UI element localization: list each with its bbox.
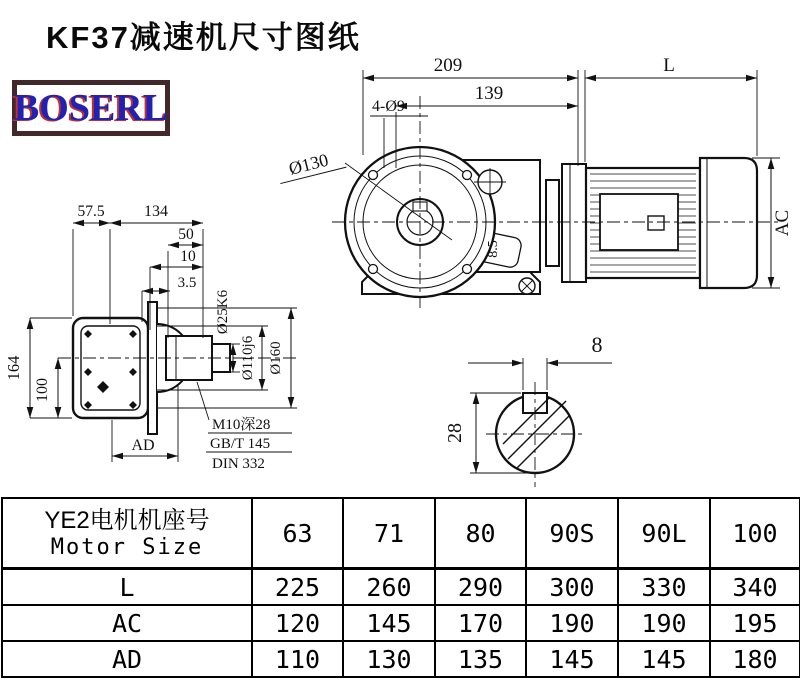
table-cell: 195 [710,605,800,641]
key-height-label: 28 [444,423,466,443]
bolt-holes-label: 4-Ø9 [372,98,405,115]
table-cell: 225 [252,569,343,606]
column-header: 100 [710,498,800,569]
table-cell: 260 [343,569,435,606]
side-view [4,203,300,472]
table-cell: 180 [710,641,800,677]
dim-shoulder-label: 10 [180,248,196,265]
fan-cover [700,158,757,288]
dim-front-label: 57.5 [77,203,105,220]
bolt-hole [369,171,378,180]
dim-motor-length-label: L [663,55,675,76]
dim-total-length-label: 209 [433,55,463,76]
bolt-hole [369,265,378,274]
dim-total-height-label: 164 [4,355,23,381]
front-view [275,55,793,308]
table-cell: 145 [618,641,710,677]
bolt-hole [463,171,472,180]
dim-flange-face-label: 139 [474,83,504,104]
table-row [2,641,800,677]
table-row [2,605,800,641]
table-cell: 330 [618,569,710,606]
spigot-diameter-label: Ø110j6 [240,335,256,381]
table-row [2,569,800,606]
table-cell: 290 [435,569,526,606]
table-cell: 170 [435,605,526,641]
motor-size-header-cell [2,498,252,569]
boserl-logo-text: BOSERL [13,87,169,129]
column-header: 63 [252,498,343,569]
column-header: 90S [526,498,618,569]
table-cell: 130 [343,641,435,677]
shaft-diameter-label: Ø25K6 [215,289,231,335]
svg-text:Ø130: Ø130 [286,149,331,179]
table-cell: 190 [526,605,618,641]
dim-axis-height-label: 100 [34,378,51,402]
table-cell: 135 [435,641,526,677]
page-title: KF37减速机尺寸图纸 [46,20,361,55]
table-header-row [2,498,800,569]
shaft-section-view [444,332,612,487]
column-header: 80 [435,498,526,569]
standard-note-2: DIN 332 [212,456,265,472]
dim-step-label: 3.5 [177,275,197,291]
row-label: L [2,569,252,606]
flange-diameter-label [275,146,346,184]
table-cell: 190 [618,605,710,641]
motor-size-header-en: Motor Size [50,534,204,560]
flange-diameter-side-label: Ø160 [268,341,284,375]
table-cell: 120 [252,605,343,641]
table-cell: 300 [526,569,618,606]
key-width-label: 8 [591,332,603,357]
column-header: 71 [343,498,435,569]
table-cell: 145 [343,605,435,641]
standard-note-1: GB/T 145 [210,436,271,452]
table-cell: 340 [710,569,800,606]
motor-size-header-zh: YE2电机机座号 [44,506,210,534]
output-flange-plate [148,302,157,434]
foot-hole-label: 8.5 [486,240,501,258]
row-label: AC [2,605,252,641]
tapped-hole-note: M10深28 [212,417,271,433]
table-cell: 110 [252,641,343,677]
dim-shaft-length-label: 50 [178,226,194,243]
table-cell: 145 [526,641,618,677]
dim-motor-height-label: AC [772,209,793,237]
dim-ad-label: AD [131,437,155,454]
column-header: 90L [618,498,710,569]
dim-housing-length-label: 134 [144,203,168,220]
motor-size-table [1,497,800,678]
row-label: AD [2,641,252,677]
bolt-hole [463,265,472,274]
